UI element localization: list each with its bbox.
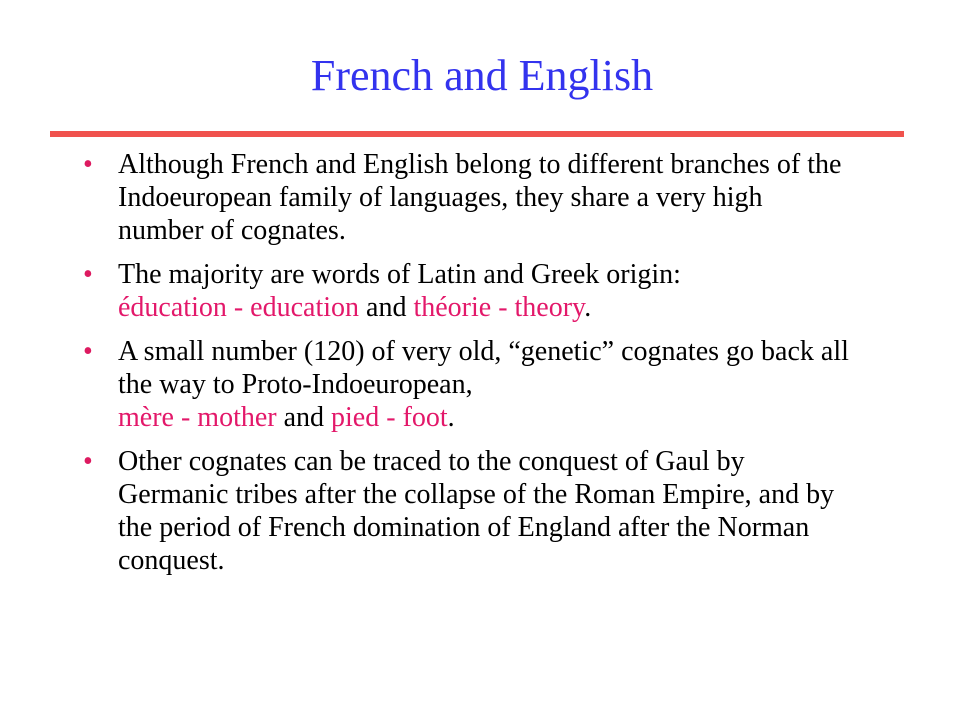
cognate-example: pied - foot — [331, 402, 448, 433]
cognate-example: éducation - education — [118, 292, 360, 323]
connector-text: and — [366, 292, 407, 323]
bullet-text: Although French and English belong to different branches of the Indoeuropean family of languages, they share a very high number of cognates. — [118, 149, 842, 246]
bullet-text: Other cognates can be traced to the conquest of Gaul by Germanic tribes after the collapse of the Roman Empire, and by the period of French domination of England after the Norman conquest. — [118, 446, 835, 576]
connector-text: and — [283, 402, 325, 433]
bullet-item-2 — [0, 258, 853, 324]
bullet-item-4 — [0, 445, 853, 577]
cognate-example: théorie - theory — [413, 292, 585, 323]
bullet-item-1 — [0, 148, 853, 247]
bullet-lead-text: A small number (120) of very old, “genetic” cognates go back all the way to Proto-Indoeuropean, — [118, 336, 849, 400]
bullet-dot-icon: • — [83, 259, 93, 290]
title-divider — [50, 131, 904, 137]
bullet-dot-icon: • — [83, 336, 93, 367]
bullet-lead-text: The majority are words of Latin and Greek origin: — [118, 259, 681, 290]
slide-title: French and English — [310, 51, 654, 100]
period: . — [584, 292, 592, 323]
bullet-list — [0, 148, 960, 588]
cognate-example: mère - mother — [118, 402, 277, 433]
bullet-dot-icon: • — [83, 446, 93, 477]
bullet-item-3 — [0, 335, 853, 434]
period: . — [447, 402, 455, 433]
bullet-dot-icon: • — [83, 149, 93, 180]
